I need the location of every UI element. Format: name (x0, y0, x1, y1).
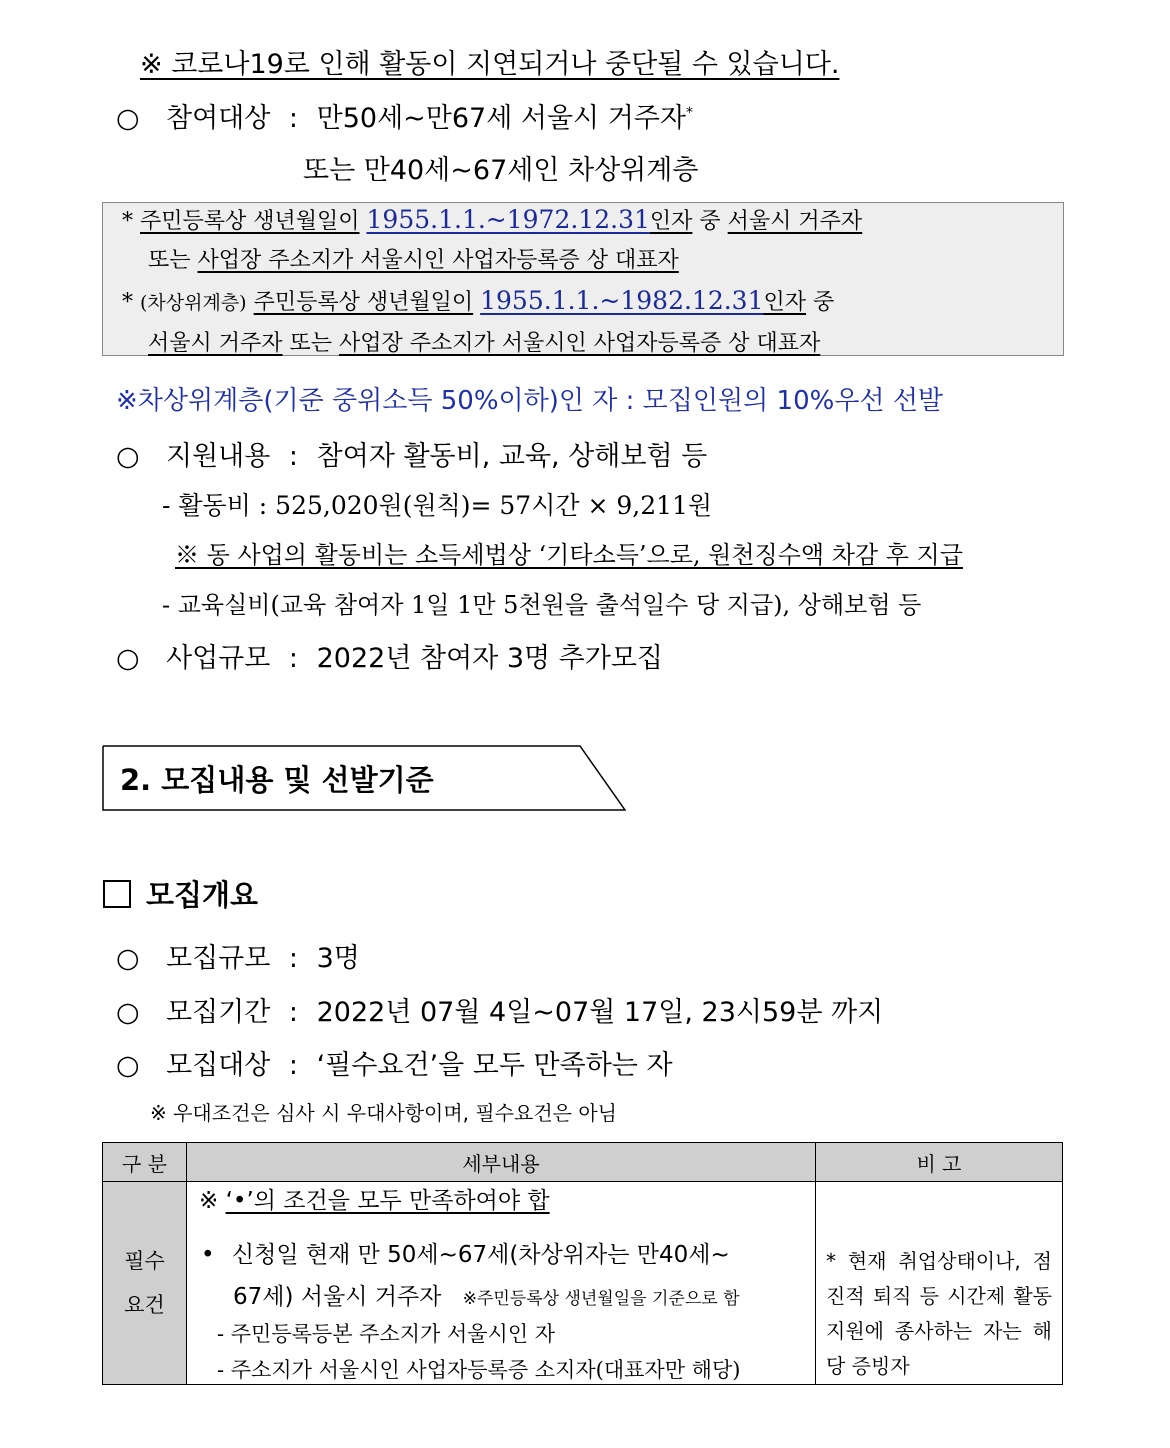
recruit-size-line: ○ 모집규모 : 3명 (116, 943, 360, 974)
priority-note: ※차상위계층(기준 중위소득 50%이하)인 자 : 모집인원의 10%우선 선발 (116, 386, 944, 416)
footnote-line-4: 서울시 거주자 또는 사업장 주소지가 서울시인 사업자등록증 상 대표자 (148, 331, 821, 356)
top-notice: ※ 코로나19로 인해 활동이 지연되거나 중단될 수 있습니다. (140, 49, 840, 80)
birthdate-range-1: 1955.1.1.~1972.12.31 (366, 205, 650, 234)
remark-text: * 현재 취업상태이나, 점진적 퇴직 등 시간제 활동지원에 종사하는 자는 해당 증빙자 (826, 1249, 1052, 1378)
participants-line (116, 96, 693, 135)
overview-title: 모집개요 (146, 878, 259, 912)
scale-label: 사업규모 (166, 643, 271, 674)
circle-bullet-icon: ○ (116, 643, 140, 674)
sub-requirement-1: - 주민등록등본 주소지가 서울시인 자 (217, 1322, 556, 1346)
recruit-size-value: 3명 (316, 943, 360, 974)
sub-requirement-2: - 주소지가 서울시인 사업자등록증 소지자(대표자만 해당) (217, 1358, 741, 1382)
remarks-cell (816, 1182, 1063, 1385)
recruit-period-value: 2022년 07월 4일~07월 17일, 23시59분 까지 (316, 997, 884, 1028)
footnote-line-3: * (차상위계층) 주민등록상 생년월일이 1955.1.1.~1982.12.31인자 중 (122, 286, 835, 315)
participants-value: 만50세~만67세 서울시 거주자 (316, 103, 686, 134)
activity-fee: - 활동비 : 525,020원(원칙)= 57시간 × 9,211원 (162, 491, 713, 520)
table-header-row (103, 1143, 1063, 1182)
header-category: 구 분 (103, 1143, 187, 1182)
circle-bullet-icon: ○ (116, 943, 140, 974)
circle-bullet-icon: ○ (116, 103, 140, 134)
support-value: 참여자 활동비, 교육, 상해보험 등 (316, 441, 708, 472)
education-fee: - 교육실비(교육 참여자 1일 1만 5천원을 출석일수 당 지급), 상해보험 등 (162, 591, 922, 619)
preference-note: ※ 우대조건은 심사 시 우대사항이며, 필수요건은 아님 (150, 1101, 617, 1125)
table-row (103, 1182, 1063, 1385)
details-cell (187, 1182, 816, 1385)
scale-value: 2022년 참여자 3명 추가모집 (316, 643, 664, 674)
footnote-mark: * (685, 105, 693, 121)
birthdate-basis-note: ※주민등록상 생년월일을 기준으로 함 (462, 1289, 740, 1309)
category-cell: 필수 요건 (103, 1182, 187, 1385)
requirement-item-cont: 67세) 서울시 거주자 ※주민등록상 생년월일을 기준으로 함 (233, 1284, 740, 1310)
requirements-table (102, 1142, 1063, 1385)
header-remarks: 비 고 (816, 1143, 1063, 1182)
tax-note: ※ 동 사업의 활동비는 소득세법상 ‘기타소득’으로, 원천징수액 차감 후 지급 (175, 541, 963, 569)
header-details: 세부내용 (187, 1143, 816, 1182)
section-2-title: 2. 모집내용 및 선발기준 (120, 763, 434, 797)
circle-bullet-icon: ○ (116, 1050, 140, 1081)
support-line: ○ 지원내용 : 참여자 활동비, 교육, 상해보험 등 (116, 441, 708, 472)
requirement-item: • 신청일 현재 만 50세~67세(차상위자는 만40세~ (201, 1242, 730, 1268)
recruit-period-line: ○ 모집기간 : 2022년 07월 4일~07월 17일, 23시59분 까지 (116, 997, 884, 1028)
participants-label: 참여대상 (166, 103, 271, 134)
participants-colon: : (288, 103, 299, 134)
scale-line: ○ 사업규모 : 2022년 참여자 3명 추가모집 (116, 643, 664, 674)
dot-bullet-icon: • (201, 1242, 215, 1268)
participants-value-2: 또는 만40세~67세인 차상위계층 (303, 155, 699, 186)
circle-bullet-icon: ○ (116, 997, 140, 1028)
footnote-line-1: * 주민등록상 생년월일이 1955.1.1.~1972.12.31인자 중 서울시 거주자 (122, 205, 863, 234)
footnote-line-2: 또는 사업장 주소지가 서울시인 사업자등록증 상 대표자 (148, 248, 679, 273)
square-bullet-icon (103, 880, 131, 908)
recruit-target-value: ‘필수요건’을 모두 만족하는 자 (316, 1050, 673, 1081)
circle-bullet-icon: ○ (116, 441, 140, 472)
birthdate-range-2: 1955.1.1.~1982.12.31 (480, 286, 764, 315)
support-label: 지원내용 (166, 441, 271, 472)
section-2-header (102, 745, 626, 811)
recruit-target-line: ○ 모집대상 : ‘필수요건’을 모두 만족하는 자 (116, 1050, 673, 1081)
condition-note: ※ ‘•’의 조건을 모두 만족하여야 합 (199, 1188, 550, 1214)
